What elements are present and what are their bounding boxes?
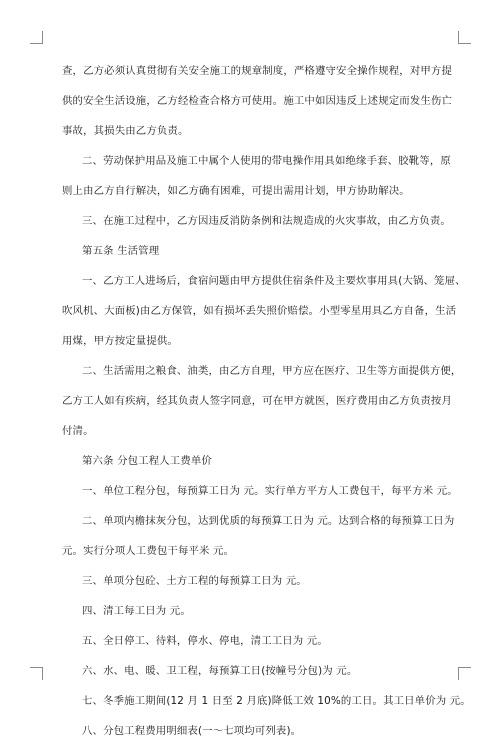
paragraph-line: 一、乙方工人进场后，食宿问题由甲方提供住宿条件及主要炊事用具(大锅、笼屉、	[82, 275, 466, 287]
crop-mark-bottom-left	[30, 667, 43, 680]
paragraph-line: 一、单位工程分包，每预算工日为 元。实行单方平方人工费包干，每平方米 元。	[82, 485, 458, 497]
paragraph-line: 六、水、电、暖、卫工程，每预算工日(按幢号分包)为 元。	[82, 665, 358, 677]
crop-mark-bottom-right	[458, 667, 471, 680]
paragraph-line: 吹风机、大面板)由乙方保管，如有损坏丢失照价赔偿。小型零星用具乙方自备，生活	[62, 305, 457, 317]
paragraph-line: 则上由乙方自行解决，如乙方确有困难，可提出需用计划，甲方协助解决。	[62, 185, 410, 197]
section-heading: 第五条 生活管理	[82, 245, 160, 257]
paragraph-line: 五、全日停工、待料，停水、停电，清工工日为 元。	[82, 635, 328, 647]
paragraph-line: 二、单项内檐抹灰分包，达到优质的每预算工日为 元。达到合格的每预算工日为	[82, 515, 455, 527]
paragraph-line: 四、清工每工日为 元。	[82, 605, 191, 617]
paragraph-line: 供的安全生活设施，乙方经检查合格方可使用。施工中如因违反上述规定而发生伤亡	[62, 95, 452, 107]
crop-mark-top-right	[458, 31, 471, 44]
paragraph-line: 三、在施工过程中，乙方因违反消防条例和法规造成的火灾事故，由乙方负责。	[82, 215, 451, 227]
paragraph-line: 三、单项分包砼、土方工程的每预算工日为 元。	[82, 575, 307, 587]
paragraph-line: 二、劳动保护用品及施工中属个人使用的带电操作用具如绝缘手套、胶靴等，原	[82, 155, 451, 167]
paragraph-line: 二、生活需用之粮食、油类，由乙方自理，甲方应在医疗、卫生等方面提供方便，	[82, 365, 462, 377]
paragraph-line: 查，乙方必须认真贯彻有关安全施工的规章制度，严格遵守安全操作规程，对甲方提	[62, 65, 452, 77]
paragraph-line: 七、冬季施工期间(12 月 1 日至 2 月底)降低工效 10%的工日。其工日单价为 元。	[82, 695, 471, 707]
paragraph-line: 元。实行分项人工费包干每平米 元。	[62, 545, 235, 557]
paragraph-line: 八、分包工程费用明细表(一～七项均可列表)。	[82, 725, 302, 737]
paragraph-line: 付清。	[62, 425, 94, 437]
paragraph-line: 乙方工人如有疾病，经其负责人签字同意，可在甲方就医，医疗费用由乙方负责按月	[62, 395, 452, 407]
paragraph-line: 事故，其损失由乙方负责。	[62, 125, 189, 137]
paragraph-line: 用煤，甲方按定量提供。	[62, 335, 178, 347]
section-heading: 第六条 分包工程人工费单价	[82, 455, 212, 467]
crop-mark-top-left	[30, 31, 43, 44]
